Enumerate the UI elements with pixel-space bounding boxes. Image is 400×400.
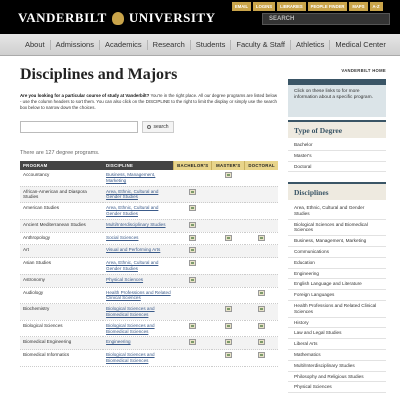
degree-cell xyxy=(212,287,245,304)
degree-cell xyxy=(245,320,278,337)
table-header-row xyxy=(20,161,278,170)
degree-cell xyxy=(212,203,245,220)
discipline-link[interactable]: Health Professions and Related Clinical Sciences xyxy=(106,289,171,301)
discipline-filter-link[interactable]: English Language and Literature xyxy=(288,279,386,290)
degree-info-icon[interactable] xyxy=(225,172,232,178)
degree-cell xyxy=(174,186,212,203)
discipline-filter-link[interactable]: Multi/Interdisciplinary Studies xyxy=(288,361,386,372)
degree-cell xyxy=(174,287,212,304)
program-name: Biochemistry xyxy=(20,304,103,321)
program-name: Asian Studies xyxy=(20,258,103,275)
discipline-cell xyxy=(103,274,174,287)
degree-cell xyxy=(174,274,212,287)
degree-info-icon[interactable] xyxy=(189,277,196,283)
degree-info-icon[interactable] xyxy=(258,323,265,329)
nav-item[interactable]: Faculty & Staff xyxy=(231,40,291,50)
search-icon xyxy=(147,125,151,129)
sidebar-help-box xyxy=(288,79,386,117)
discipline-cell xyxy=(103,258,174,275)
degree-cell xyxy=(245,232,278,245)
table-row xyxy=(20,203,278,220)
discipline-filter-link[interactable]: Philosophy and Religious Studies xyxy=(288,372,386,383)
intro-body: You're in the right place. All our degree programs are listed below - use the column headers to sort them. You can also click on the DISCIPLINE to the right to limit the display or simply use the search box below to narrow down the choices. xyxy=(20,93,278,111)
discipline-link[interactable]: Multi/Interdisciplinary Studies xyxy=(106,221,166,227)
degree-info-icon[interactable] xyxy=(189,247,196,253)
degree-type-link[interactable]: Bachelor xyxy=(288,140,386,151)
degree-cell xyxy=(245,245,278,258)
column-header[interactable]: PROGRAM xyxy=(20,161,103,170)
intro-bold: Are you looking for a particular course of study at Vanderbilt? xyxy=(20,93,150,98)
logo-text-right: UNIVERSITY xyxy=(128,10,216,25)
table-row xyxy=(20,304,278,321)
table-row xyxy=(20,219,278,232)
discipline-filter-link[interactable]: Biological Sciences and Biomedical Sciences xyxy=(288,220,386,237)
table-row xyxy=(20,232,278,245)
degree-cell xyxy=(174,337,212,350)
discipline-cell xyxy=(103,287,174,304)
discipline-list xyxy=(288,203,386,393)
column-header[interactable]: DISCIPLINE xyxy=(103,161,174,170)
vanderbilt-home-link[interactable]: VANDERBILT HOME xyxy=(341,68,386,73)
discipline-cell xyxy=(103,245,174,258)
nav-item[interactable]: Students xyxy=(191,40,232,50)
degree-info-icon[interactable] xyxy=(225,235,232,241)
degree-info-icon[interactable] xyxy=(189,189,196,195)
discipline-link[interactable]: Visual and Performing Arts xyxy=(106,247,161,253)
utility-link[interactable]: MAPS xyxy=(349,2,367,11)
degree-table xyxy=(20,161,278,367)
degree-info-icon[interactable] xyxy=(258,339,265,345)
degree-cell xyxy=(212,258,245,275)
nav-item[interactable]: Athletics xyxy=(291,40,330,50)
discipline-link[interactable]: Biological Sciences and Biomedical Sciences xyxy=(106,352,155,363)
type-of-degree-header: Type of Degree xyxy=(288,120,386,138)
main-nav xyxy=(0,34,400,56)
degree-cell xyxy=(212,219,245,232)
discipline-filter-link[interactable]: History xyxy=(288,318,386,329)
top-header xyxy=(0,0,400,34)
degree-cell xyxy=(245,219,278,232)
program-name: Biological Sciences xyxy=(20,320,103,337)
table-row xyxy=(20,287,278,304)
program-search-input[interactable] xyxy=(20,121,138,133)
discipline-cell xyxy=(103,170,174,186)
degree-info-icon[interactable] xyxy=(189,205,196,211)
degree-cell xyxy=(245,287,278,304)
site-search-input[interactable]: SEARCH xyxy=(262,13,390,25)
degree-info-icon[interactable] xyxy=(189,260,196,266)
disciplines-header: Disciplines xyxy=(288,182,386,200)
degree-cell xyxy=(245,258,278,275)
discipline-filter-link[interactable]: Physical Sciences xyxy=(288,382,386,393)
degree-info-icon[interactable] xyxy=(189,323,196,329)
degree-cell xyxy=(212,186,245,203)
degree-cell xyxy=(245,337,278,350)
nav-item[interactable]: About xyxy=(20,40,51,50)
page-title: Disciplines and Majors xyxy=(20,66,178,83)
column-header[interactable]: DOCTORAL xyxy=(245,161,278,170)
intro-text xyxy=(20,93,278,112)
degree-cell xyxy=(174,170,212,186)
utility-link[interactable]: LIBRARIES xyxy=(277,2,306,11)
degree-cell xyxy=(245,304,278,321)
degree-type-link[interactable]: Doctoral xyxy=(288,162,386,173)
nav-item[interactable]: Academics xyxy=(100,40,148,50)
table-row xyxy=(20,274,278,287)
discipline-filter-link[interactable]: Area, Ethnic, Cultural and Gender Studies xyxy=(288,203,386,220)
discipline-cell xyxy=(103,186,174,203)
utility-links xyxy=(232,2,383,11)
utility-link[interactable]: EMAIL xyxy=(232,2,251,11)
table-row xyxy=(20,170,278,186)
degree-info-icon[interactable] xyxy=(225,339,232,345)
degree-cell xyxy=(174,320,212,337)
discipline-filter-link[interactable]: Education xyxy=(288,258,386,269)
degree-cell xyxy=(212,320,245,337)
discipline-link[interactable]: Business, Management, Marketing xyxy=(106,172,156,183)
table-row xyxy=(20,350,278,367)
vanderbilt-logo[interactable] xyxy=(18,10,215,26)
degree-type-list xyxy=(288,140,386,172)
discipline-filter-link[interactable]: Liberal Arts xyxy=(288,339,386,350)
degree-cell xyxy=(212,304,245,321)
table-row xyxy=(20,186,278,203)
table-row xyxy=(20,320,278,337)
degree-cell xyxy=(245,186,278,203)
degree-cell xyxy=(174,245,212,258)
program-name: American Studies xyxy=(20,203,103,220)
program-name: Biomedical Informatics xyxy=(20,350,103,367)
utility-link[interactable]: A-Z xyxy=(370,2,383,11)
discipline-link[interactable]: Area, Ethnic, Cultural and Gender Studies xyxy=(106,188,159,200)
degree-info-icon[interactable] xyxy=(189,339,196,345)
degree-info-icon[interactable] xyxy=(258,306,265,312)
degree-info-icon[interactable] xyxy=(258,235,265,241)
degree-cell xyxy=(174,232,212,245)
discipline-filter-link[interactable]: Health Professions and Related Clinical Sciences xyxy=(288,301,386,318)
discipline-filter-link[interactable]: Communications xyxy=(288,247,386,258)
degree-cell xyxy=(212,232,245,245)
degree-cell xyxy=(212,170,245,186)
nav-item[interactable]: Research xyxy=(148,40,191,50)
discipline-filter-link[interactable]: Engineering xyxy=(288,269,386,280)
degree-info-icon[interactable] xyxy=(258,352,265,358)
degree-info-icon[interactable] xyxy=(225,352,232,358)
discipline-cell xyxy=(103,203,174,220)
discipline-cell xyxy=(103,304,174,321)
program-name: Audiology xyxy=(20,287,103,304)
discipline-cell xyxy=(103,350,174,367)
discipline-cell xyxy=(103,320,174,337)
program-name: African-American and Diaspora Studies xyxy=(20,186,103,203)
degree-info-icon[interactable] xyxy=(225,323,232,329)
degree-cell xyxy=(245,274,278,287)
degree-cell xyxy=(174,203,212,220)
search-button-label: search xyxy=(153,124,169,130)
degree-info-icon[interactable] xyxy=(225,306,232,312)
degree-cell xyxy=(174,258,212,275)
degree-cell xyxy=(212,337,245,350)
discipline-link[interactable]: Area, Ethnic, Cultural and Gender Studies xyxy=(106,260,159,271)
degree-cell xyxy=(212,245,245,258)
program-name: Astronomy xyxy=(20,274,103,287)
nav-item[interactable]: Admissions xyxy=(51,40,100,50)
degree-cell xyxy=(174,219,212,232)
search-button[interactable] xyxy=(142,121,174,133)
discipline-link[interactable]: Biological Sciences and Biomedical Sciences xyxy=(106,306,155,317)
sidebar-help-text: Click on these links to for more information about a specific program. xyxy=(294,89,373,101)
degree-info-icon[interactable] xyxy=(189,235,196,241)
program-name: Art xyxy=(20,245,103,258)
degree-cell xyxy=(245,350,278,367)
degree-cell xyxy=(174,304,212,321)
nav-item[interactable]: Medical Center xyxy=(335,39,386,49)
degree-info-icon[interactable] xyxy=(189,222,196,228)
column-header[interactable]: BACHELOR'S xyxy=(174,161,212,170)
table-row xyxy=(20,337,278,350)
program-name: Ancient Mediterranean Studies xyxy=(20,219,103,232)
table-row xyxy=(20,258,278,275)
program-count: There are 127 degree programs. xyxy=(20,150,100,156)
discipline-filter-link[interactable]: Law and Legal Studies xyxy=(288,328,386,339)
degree-info-icon[interactable] xyxy=(258,290,265,296)
degree-cell xyxy=(245,170,278,186)
program-name: Anthropology xyxy=(20,232,103,245)
discipline-cell xyxy=(103,219,174,232)
discipline-link[interactable]: Biological Sciences and Biomedical Sciences xyxy=(106,322,155,334)
discipline-cell xyxy=(103,337,174,350)
discipline-link[interactable]: Physical Sciences xyxy=(106,276,144,282)
discipline-filter-link[interactable]: Business, Management, Marketing xyxy=(288,236,386,247)
program-name: Biomedical Engineering xyxy=(20,337,103,350)
discipline-filter-link[interactable]: Foreign Languages xyxy=(288,290,386,301)
degree-type-link[interactable]: Master's xyxy=(288,151,386,162)
program-name: Accountancy xyxy=(20,170,103,186)
degree-cell xyxy=(212,350,245,367)
degree-cell xyxy=(174,350,212,367)
degree-cell xyxy=(212,274,245,287)
discipline-link[interactable]: Area, Ethnic, Cultural and Gender Studies xyxy=(106,205,159,216)
table-row xyxy=(20,245,278,258)
degree-cell xyxy=(245,203,278,220)
logo-text-left: VANDERBILT xyxy=(18,10,107,25)
column-header[interactable]: MASTER'S xyxy=(212,161,245,170)
discipline-link[interactable]: Engineering xyxy=(106,339,131,345)
utility-link[interactable]: LOGINS xyxy=(253,2,275,11)
discipline-cell xyxy=(103,232,174,245)
oak-leaf-icon xyxy=(112,12,124,25)
discipline-filter-link[interactable]: Mathematics xyxy=(288,350,386,361)
utility-link[interactable]: PEOPLE FINDER xyxy=(308,2,348,11)
discipline-link[interactable]: Social Sciences xyxy=(106,234,139,240)
